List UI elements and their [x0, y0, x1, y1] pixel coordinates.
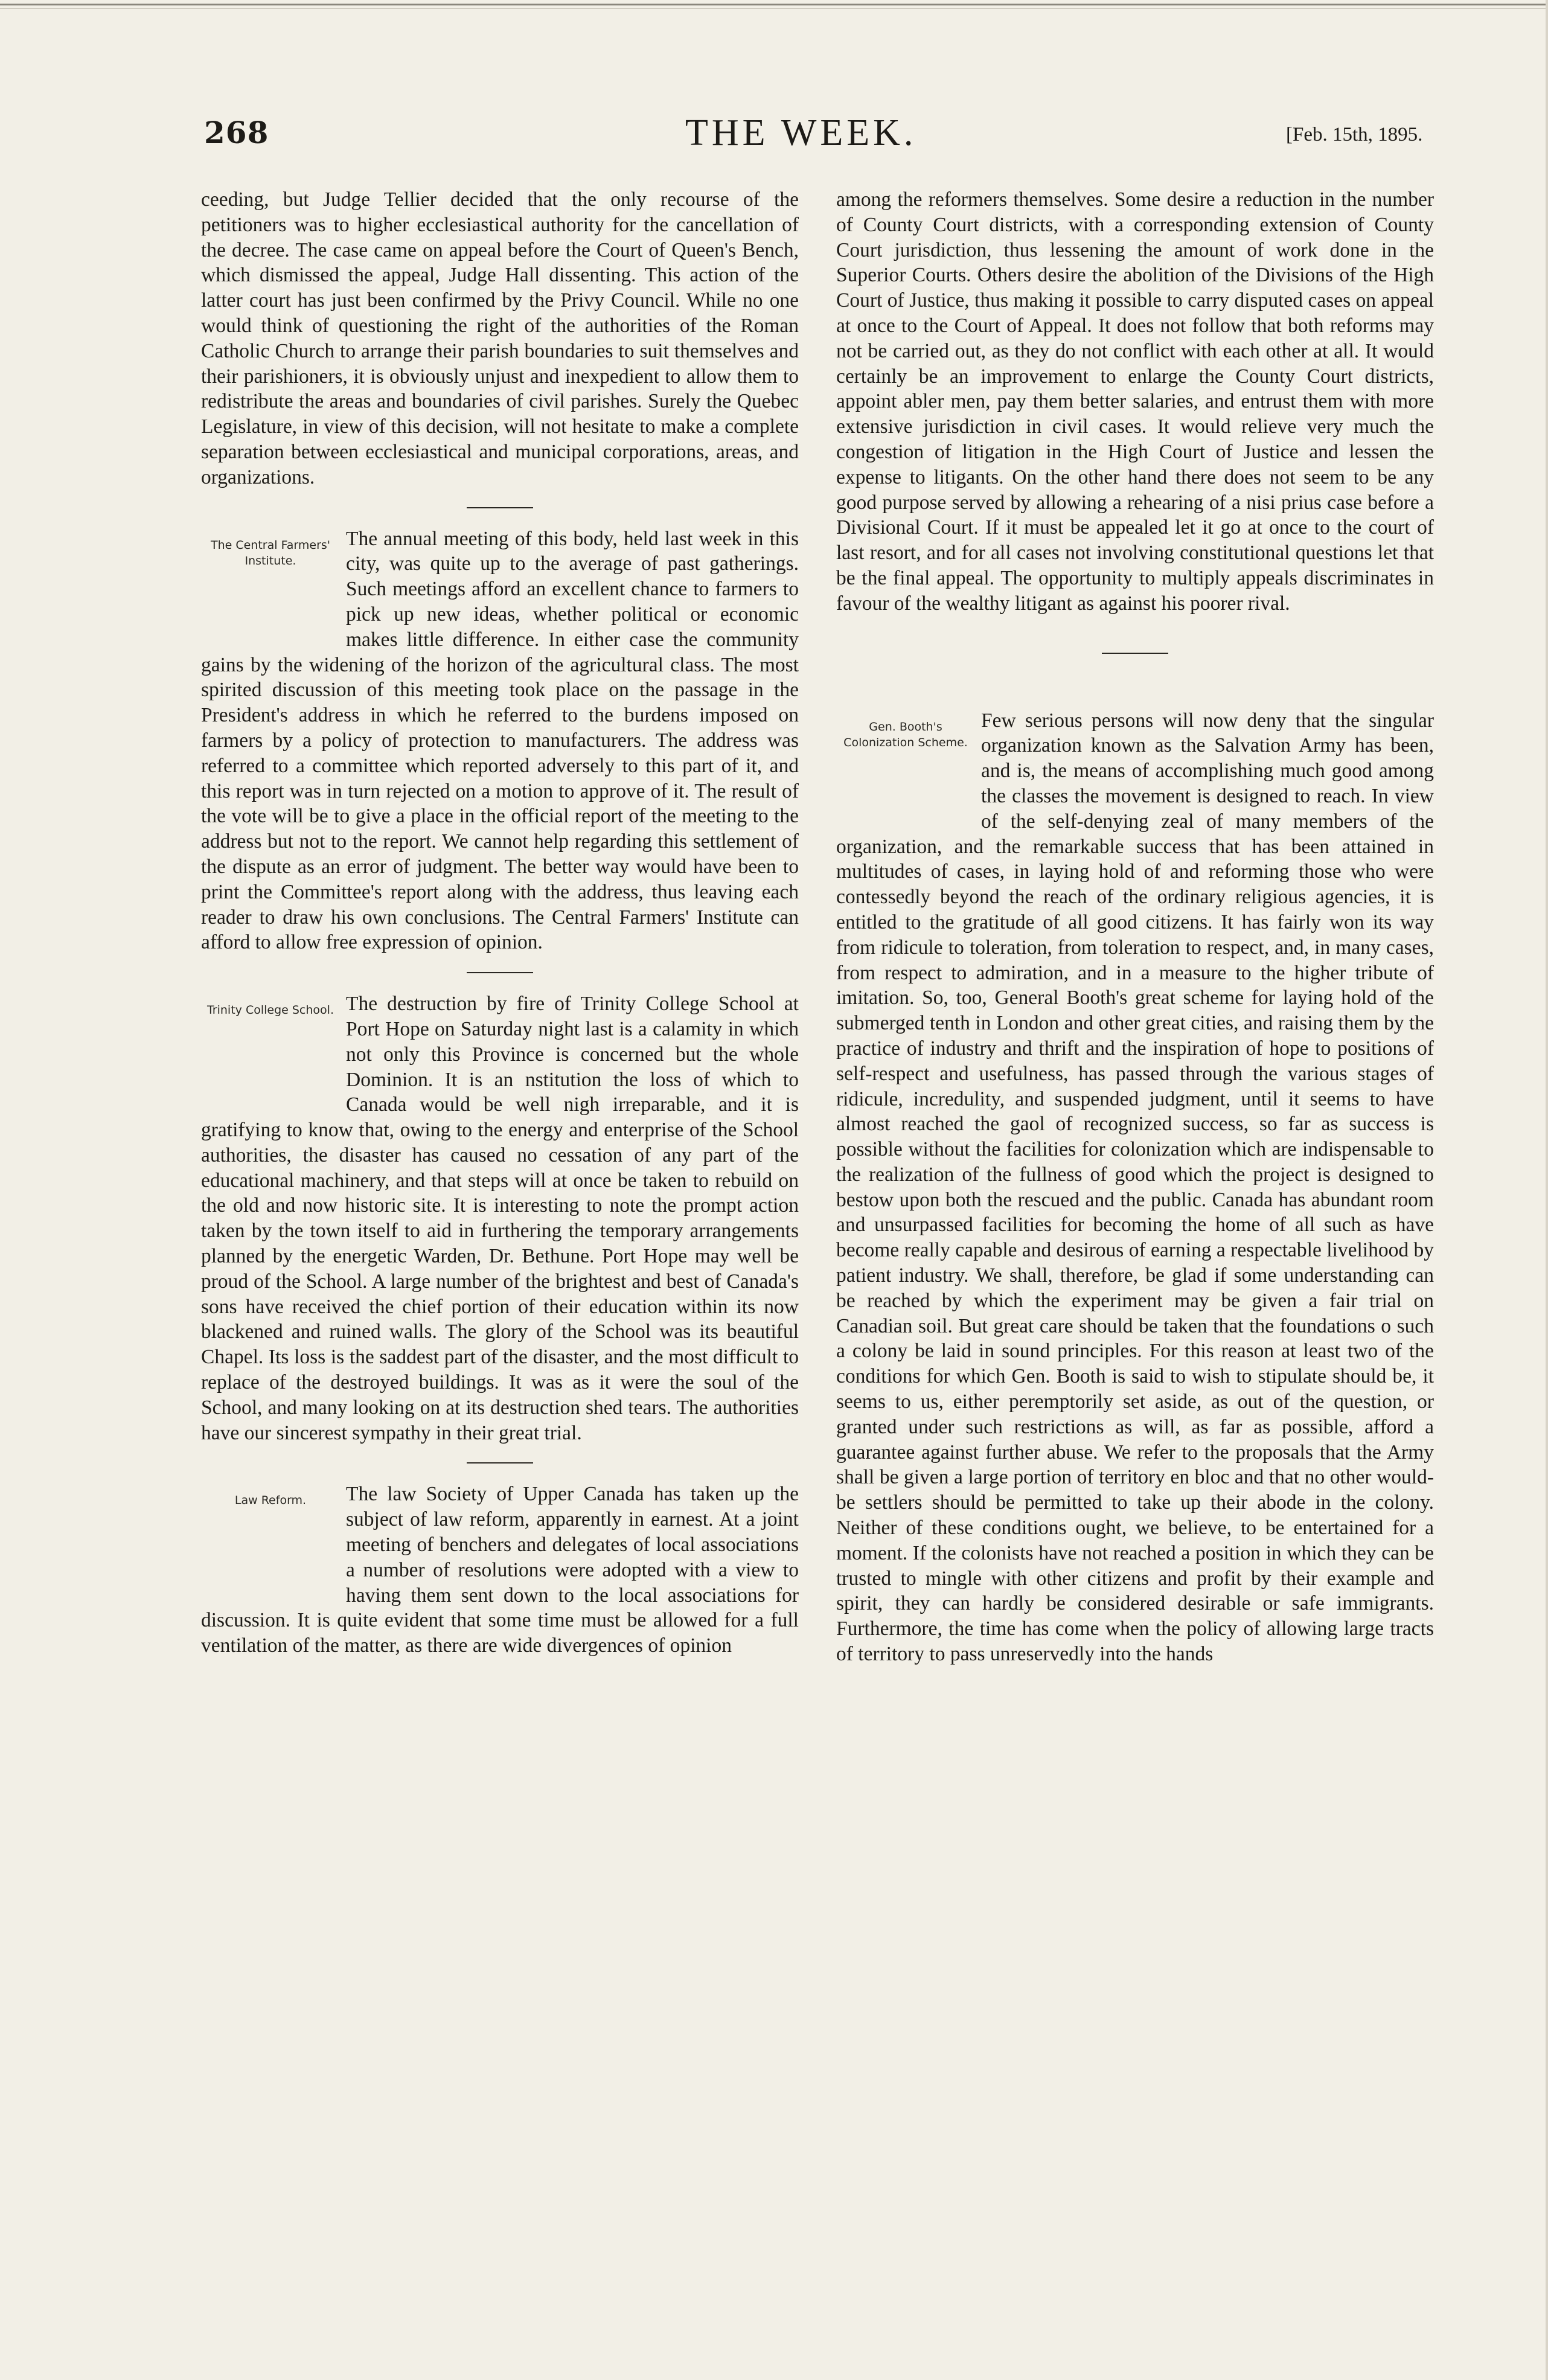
section-body: Few serious persons will now deny that the singular organization known as the Salvation Army has been, and is, the means of accomplishing much good among the classes the movement is designed to reach. In view of the self-denying zeal of many members of the organization, and the remarkable success that has been attained in multitudes of cases, in laying hold of and reforming those who were contessedly beyond the reach of the ordinary religious agencies, it is entitled to the gratitude of all good citizens. It has fairly won its way from ridicule to toleration, from toleration to respect, and, in many cases, from respect to admiration, and in a measure to the higher tribute of imitation. So, too, General Booth's great scheme for laying hold of the submerged tenth in London and other great cities, and raising them by the practice of industry and thrift and the inspiration of hope to positions of self-respect and usefulness, has passed through the various stages of ridicule, incredulity, and suspended judgment, until it seems to have almost reached the gaol of recognized success, so far as success is possible without the facilities for colonization which are indispensable to the realization of the fullness of good which the project is designed to bestow upon both the rescued and the public. Canada has abundant room and unsurpassed facilities for becoming the home of all such as have become really capable and desirous of earning a respectable livelihood by patient industry. We shall, therefore, be glad if some understanding can be reached by which the experiment may be given a fair trial on Canadian soil. But great care should be taken that the foundations o such a colony be laid in sound principles. For this reason at least two of the conditions for which Gen. Booth is said to wish to stipulate should be, it seems to us, either peremptorily set aside, as out of the question, or granted under such restrictions as will, as far as possible, afford a guarantee against further abuse. We refer to the proposals that the Army shall be given a large portion of territory en bloc and that no other would-be settlers should be permitted to take up their abode in the colony. Neither of these conditions ought, we believe, to be entertained for a moment. If the colonists have not reached a position in which they can be trusted to mingle with other citizens and profit by their example and spirit, they can hardly be considered desirable or safe immigrants. Furthermore, the time has come when the policy of allowing large tracts of territory to pass unreservedly into the hands: [836, 709, 1434, 1666]
side-heading: Trinity College School.: [206, 1003, 334, 1017]
section-body: The annual meeting of this body, held last week in this city, was quite up to the average of past gatherings. Such meetings afford an excellent chance to farmers to pick up new ideas, whether political or economic makes little difference. In either case the community gains by the widening of the horizon of the agricultural class. The most spirited discussion of this meeting took place on the passage in the President's address in which he referred to the burdens imposed on farmers by a policy of protection to manufacturers. The address was referred to a committee which reported adversely to this part of it, and this report was in turn rejected on a motion to approve of it. The result of the vote will be to give a place in the official report of the meeting to the address but not to the report. We cannot help regarding this settlement of the dispute as an error of judgment. The better way would have been to print the Committee's report along with the address, thus leaving each reader to draw his own conclusions. The Central Farmers' Institute can afford to allow free expression of opinion.: [201, 527, 799, 954]
section-law-reform: [201, 1482, 799, 1659]
top-border-thin: [0, 8, 1548, 9]
section-trinity-college: [201, 991, 799, 1445]
side-heading: The Central Farmers' Institute.: [210, 538, 331, 568]
side-heading: Gen. Booth's Colonization Scheme.: [843, 720, 968, 749]
section-farmers-institute: [201, 526, 799, 956]
side-heading: Law Reform.: [234, 1494, 307, 1508]
paragraph-continued: among the reformers themselves. Some desire a reduction in the number of County Court districts, with a corresponding extension of County Court jurisdiction, thus lessening the amount of work done in the Superior Courts. Others desire the abolition of the Divisions of the High Court of Justice, thus making it possible to carry disputed cases on appeal at once to the Court of Appeal. It does not follow that both reforms may not be carried out, as they do not conflict with each other at all. It would certainly be an improvement to enlarge the County Court districts, appoint abler men, pay them better salaries, and entrust them with more extensive jurisdiction in civil cases. It would relieve very much the congestion of litigation in the High Court of Justice and lessen the expense to litigants. On the other hand there does not seem to be any good purpose served by allowing a rehearing of a nisi prius case before a Divisional Court. If it must be appealed let it go at once to the court of last resort, and for all cases not involving constitutional questions let that be the final appeal. The opportunity to multiply appeals discriminates in favour of the wealthy litigant as against his poorer rival.: [836, 188, 1434, 615]
section-body: The law Society of Upper Canada has taken up the subject of law reform, apparently in earnest. At a joint meeting of benchers and delegates of local associations a number of resolutions were adopted with a view to having them sent down to the local associations for discussion. It is quite evident that some time must be allowed for a full ventilation of the matter, as there are wide divergences of opinion: [201, 1483, 799, 1657]
page-edge: [1546, 0, 1548, 2380]
top-border: [0, 4, 1548, 5]
section-divider: [467, 507, 533, 508]
left-column: [201, 187, 799, 1659]
section-booth-colonization: [836, 708, 1434, 1667]
section-divider: [467, 1462, 533, 1464]
right-column: [836, 187, 1434, 1667]
section-body: The destruction by fire of Trinity College School at Port Hope on Saturday night last is a calamity in which not only this Province is concerned but the whole Dominion. It is an nstitution the loss of which to Canada would be well nigh irreparable, and it is gratifying to know that, owing to the energy and enterprise of the School authorities, the disaster has caused no cessation of any part of the educational machinery, and that steps will at once be taken to rebuild on the old and now historic site. It is interesting to note the prompt action taken by the town itself to aid in furthering the temporary arrangements planned by the energetic Warden, Dr. Bethune. Port Hope may well be proud of the School. A large number of the brightest and best of Canada's sons have received the chief portion of their education within its now blackened and ruined walls. The glory of the School was its beautiful Chapel. Its loss is the saddest part of the disaster, and the most difficult to replace of the destroyed buildings. It was as it were the soul of the School, and many looking on at its destruction shed tears. The authorities have our sincerest sympathy in their great trial.: [201, 993, 799, 1444]
page-number: 268: [204, 115, 269, 150]
section-divider: [1102, 653, 1168, 654]
paragraph-continued: ceeding, but Judge Tellier decided that the only recourse of the petitioners was to higher ecclesiastical authority for the cancellation of the decree. The case came on appeal before the Court of Queen's Bench, which dismissed the appeal, Judge Hall dissenting. This action of the latter court has just been confirmed by the Privy Council. While no one would think of questioning the right of the authorities of the Roman Catholic Church to arrange their parish boundaries to suit themselves and their parishioners, it is obviously unjust and inexpedient to allow them to redistribute the areas and boundaries of civil parishes. Surely the Quebec Legislature, in view of this decision, will not hesitate to make a complete separation between ecclesiastical and municipal corporations, areas, and organizations.: [201, 188, 799, 488]
masthead-title: THE WEEK.: [685, 112, 917, 153]
issue-date: [Feb. 15th, 1895.: [1286, 124, 1423, 146]
section-divider: [467, 972, 533, 973]
